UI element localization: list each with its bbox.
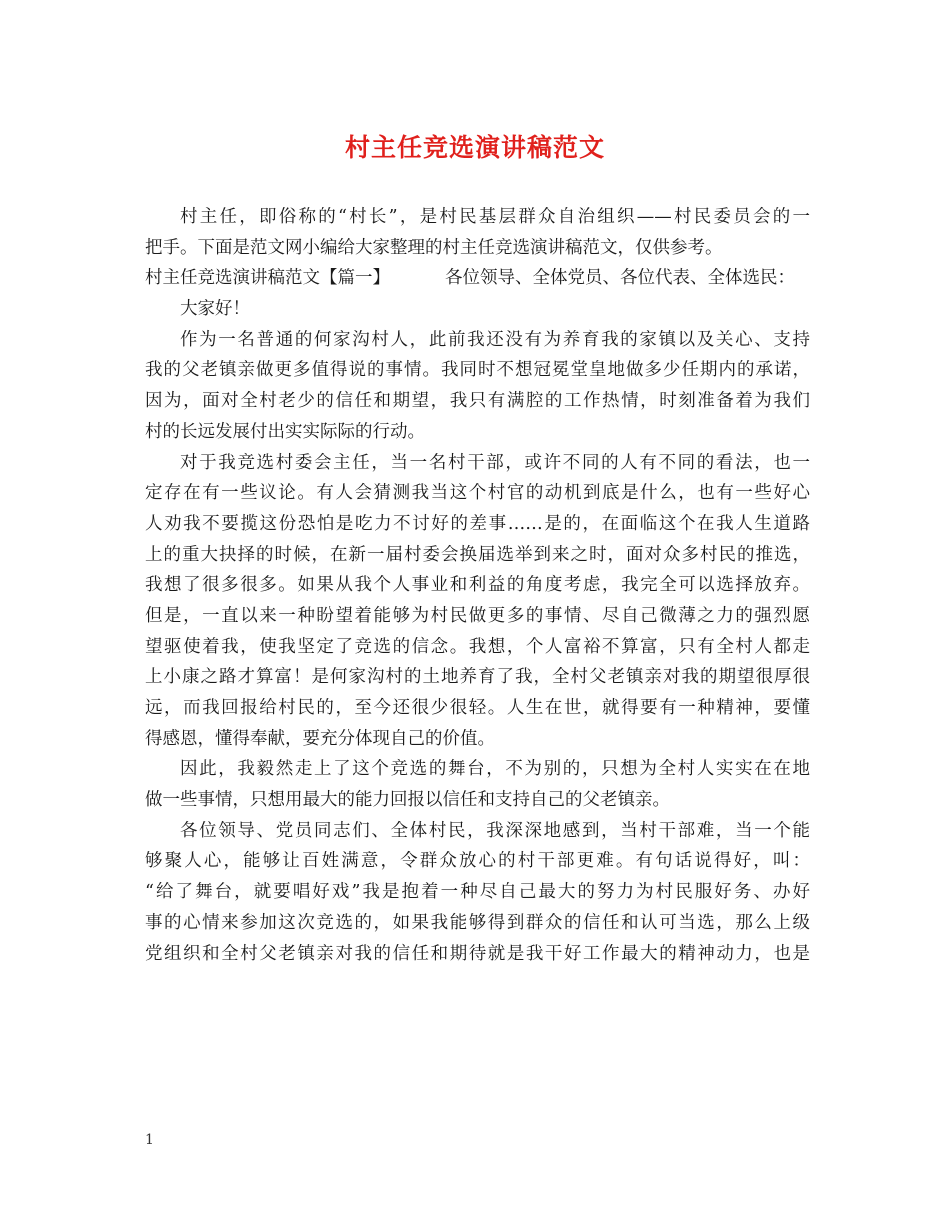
page-number: 1 bbox=[145, 1132, 154, 1148]
paragraph-line: 做一些事情，只想用最大的能力回报以信任和支持自己的父老镇亲。 bbox=[145, 790, 670, 811]
paragraph-line: 我的父老镇亲做更多值得说的事情。我同时不想冠冕堂皇地做多少任期内的承诺， bbox=[145, 360, 810, 381]
paragraph-line: 对于我竞选村委会主任，当一名村干部，或许不同的人有不同的看法，也一 bbox=[180, 452, 810, 473]
paragraph-line: 事的心情来参加这次竞选的，如果我能够得到群众的信任和认可当选，那么上级 bbox=[145, 912, 810, 933]
paragraph-line: 望驱使着我，使我坚定了竞选的信念。我想，个人富裕不算富，只有全村人都走 bbox=[145, 636, 810, 657]
paragraph-line: 党组织和全村父老镇亲对我的信任和期待就是我干好工作最大的精神动力，也是 bbox=[145, 943, 810, 964]
paragraph-line: 人劝我不要揽这份恐怕是吃力不讨好的差事……是的，在面临这个在我人生道路 bbox=[145, 513, 810, 534]
paragraph-line: 但是，一直以来一种盼望着能够为村民做更多的事情、尽自己微薄之力的强烈愿 bbox=[145, 605, 810, 626]
paragraph-line: 我想了很多很多。如果从我个人事业和利益的角度考虑，我完全可以选择放弃。 bbox=[145, 575, 810, 596]
section-heading-line bbox=[145, 263, 810, 294]
paragraph-line: 因此，我毅然走上了这个竞选的舞台，不为别的，只想为全村人实实在在地 bbox=[180, 759, 810, 780]
paragraph-line: 各位领导、党员同志们、全体村民，我深深地感到，当村干部难，当一个能 bbox=[180, 820, 810, 841]
paragraph-line: 定存在有一些议论。有人会猜测我当这个村官的动机到底是什么，也有一些好心 bbox=[145, 483, 810, 504]
document-title: 村主任竞选演讲稿范文 bbox=[344, 133, 605, 162]
paragraph-line: 作为一名普通的何家沟村人，此前我还没有为养育我的家镇以及关心、支持 bbox=[180, 329, 810, 350]
section-heading: 村主任竞选演讲稿范文【篇一】 bbox=[145, 268, 390, 289]
paragraph-line: 把手。下面是范文网小编给大家整理的村主任竞选演讲稿范文，仅供参考。 bbox=[145, 237, 723, 258]
paragraph-line: 村的长远发展付出实实际际的行动。 bbox=[145, 421, 425, 442]
paragraph-line: 上的重大抉择的时候，在新一届村委会换届选举到来之时，面对众多村民的推选， bbox=[145, 544, 810, 565]
paragraph-line: 够聚人心，能够让百姓满意，令群众放心的村干部更难。有句话说得好，叫： bbox=[145, 851, 810, 872]
paragraph-line: 得感恩，懂得奉献，要充分体现自己的价值。 bbox=[145, 728, 495, 749]
paragraph-line: 大家好！ bbox=[180, 299, 250, 320]
paragraph-line: 远，而我回报给村民的，至今还很少很轻。人生在世，就得要有一种精神，要懂 bbox=[145, 698, 810, 718]
paragraph-line: 村主任，即俗称的“村长”，是村民基层群众自治组织——村民委员会的一 bbox=[180, 207, 810, 227]
paragraph-line: “给了舞台，就要唱好戏”我是抱着一种尽自己最大的努力为村民服好务、办好 bbox=[145, 882, 810, 903]
document-body bbox=[145, 202, 810, 969]
paragraph-line: 上小康之路才算富！是何家沟村的土地养育了我，全村父老镇亲对我的期望很厚很 bbox=[145, 667, 810, 688]
salutation-text: 各位领导、全体党员、各位代表、全体选民： bbox=[445, 268, 795, 289]
paragraph-line: 因为，面对全村老少的信任和期望，我只有满腔的工作热情，时刻准备着为我们 bbox=[145, 391, 810, 412]
